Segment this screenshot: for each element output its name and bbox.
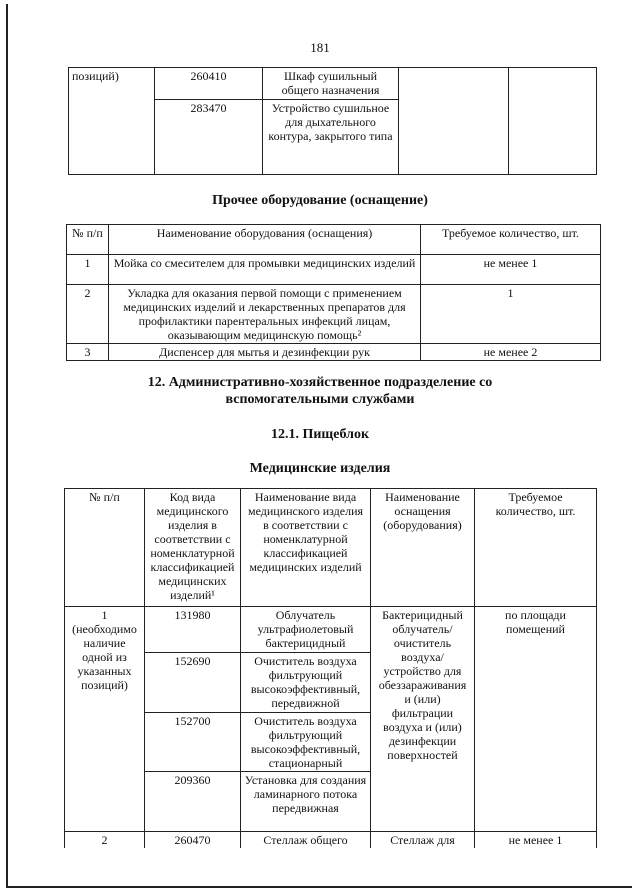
cell-num-group: 1 (необходимо наличие одной из указанных позиций) bbox=[65, 607, 145, 832]
cell-code: 209360 bbox=[145, 772, 241, 832]
cell-code: 283470 bbox=[155, 100, 263, 175]
cell-qty: не менее 2 bbox=[421, 344, 601, 361]
table-row bbox=[65, 607, 597, 653]
cell-position: позиций) bbox=[69, 68, 155, 100]
header-num: № п/п bbox=[65, 489, 145, 607]
cell-num: 2 bbox=[65, 832, 145, 849]
page-number: 181 bbox=[310, 40, 330, 55]
cell-qty: не менее 1 bbox=[475, 832, 597, 849]
header-code: Код вида медицинского изделия в соответствии с номенклатурной классификацией медицинских изделий¹ bbox=[145, 489, 241, 607]
cell-name: Очиститель воздуха фильтрующий высокоэффективный, передвижной bbox=[241, 653, 371, 713]
cell-code: 260470 bbox=[145, 832, 241, 849]
cell-name: Диспенсер для мытья и дезинфекции рук bbox=[109, 344, 421, 361]
cell-code: 152700 bbox=[145, 713, 241, 772]
table-row bbox=[69, 100, 597, 175]
heading-section-12-line1: 12. Административно-хозяйственное подразделение со bbox=[147, 375, 493, 390]
table-row bbox=[67, 255, 601, 285]
table-row bbox=[67, 285, 601, 344]
cell-name: Облучатель ультрафиолетовый бактерицидный bbox=[241, 607, 371, 653]
header-equipment: Наименование оснащения (оборудования) bbox=[371, 489, 475, 607]
cell-equipment bbox=[399, 100, 509, 175]
heading-other-equipment: Прочее оборудование (оснащение) bbox=[212, 193, 428, 208]
cell-name: Устройство сушильное для дыхательного контура, закрытого типа bbox=[263, 100, 399, 175]
cell-name: Очиститель воздуха фильтрующий высокоэффективный, стационарный bbox=[241, 713, 371, 772]
header-qty: Требуемое количество, шт. bbox=[475, 489, 597, 607]
heading-section-12-1: 12.1. Пищеблок bbox=[270, 427, 370, 442]
cell-quantity bbox=[509, 100, 597, 175]
cell-qty-group: по площади помещений bbox=[475, 607, 597, 832]
cell-name: Шкаф сушильный общего назначения bbox=[263, 68, 399, 100]
table-continuation bbox=[68, 67, 597, 175]
cell-code: 131980 bbox=[145, 607, 241, 653]
table-medical-devices bbox=[64, 488, 597, 848]
header-qty: Требуемое количество, шт. bbox=[421, 225, 601, 255]
table-row bbox=[67, 344, 601, 361]
cell-code: 260410 bbox=[155, 68, 263, 100]
cell-name: Укладка для оказания первой помощи с применением медицинских изделий и лекарственных препаратов для профилактики парентеральных инфекций лицам, оказывающим медицинскую помощь² bbox=[109, 285, 421, 344]
header-name: Наименование оборудования (оснащения) bbox=[109, 225, 421, 255]
cell-equipment: Стеллаж для bbox=[371, 832, 475, 849]
heading-medical-devices: Медицинские изделия bbox=[249, 461, 391, 476]
cell-equipment-group: Бактерицидный облучатель/ очиститель воздуха/ устройство для обеззараживания и (или) фильтрации воздуха и (или) дезинфекции поверхностей bbox=[371, 607, 475, 832]
cell-position bbox=[69, 100, 155, 175]
table-row bbox=[65, 832, 597, 849]
cell-equipment bbox=[399, 68, 509, 100]
cell-quantity bbox=[509, 68, 597, 100]
header-num: № п/п bbox=[67, 225, 109, 255]
cell-num: 3 bbox=[67, 344, 109, 361]
table-row bbox=[69, 68, 597, 100]
cell-qty: 1 bbox=[421, 285, 601, 344]
cell-name: Установка для создания ламинарного потока передвижная bbox=[241, 772, 371, 832]
cell-num: 2 bbox=[67, 285, 109, 344]
cell-qty: не менее 1 bbox=[421, 255, 601, 285]
cell-name: Мойка со смесителем для промывки медицинских изделий bbox=[109, 255, 421, 285]
cell-name: Стеллаж общего bbox=[241, 832, 371, 849]
table-header-row bbox=[67, 225, 601, 255]
heading-section-12-line2: вспомогательными службами bbox=[225, 392, 415, 407]
cell-code: 152690 bbox=[145, 653, 241, 713]
cell-num: 1 bbox=[67, 255, 109, 285]
header-name: Наименование вида медицинского изделия в соответствии с номенклатурной классификацией медицинских изделий bbox=[241, 489, 371, 607]
table-other-equipment bbox=[66, 224, 601, 361]
table-header-row bbox=[65, 489, 597, 607]
